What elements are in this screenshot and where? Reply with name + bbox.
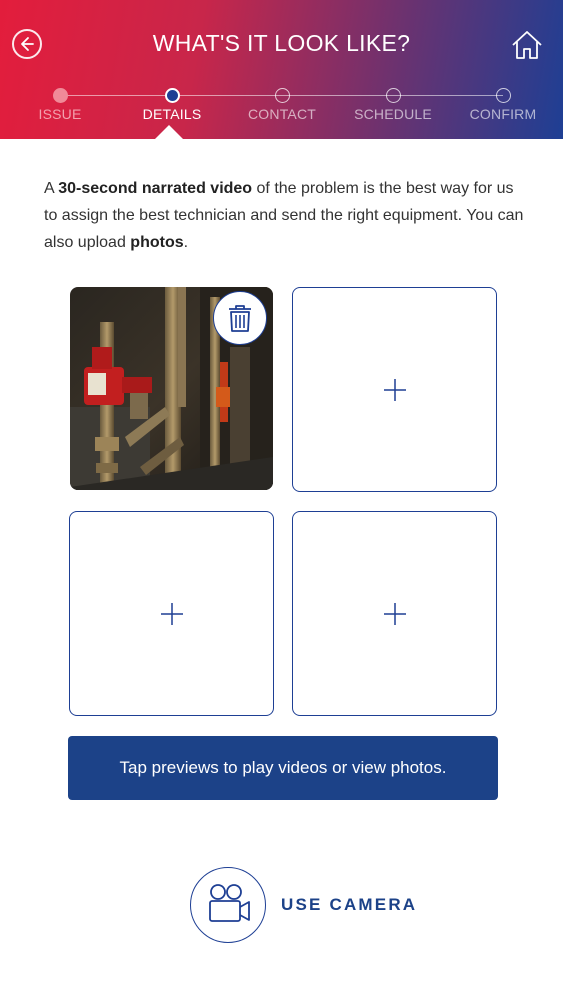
desc-bold-video: 30-second narrated video [58,180,253,197]
add-media-slot[interactable] [292,511,497,716]
step-dot [53,88,68,103]
desc-text: . [183,234,189,251]
progress-stepper [0,88,563,128]
step-dot [165,88,180,103]
use-camera-button[interactable] [190,867,266,943]
active-step-notch [154,125,184,140]
header [0,0,563,139]
step-label: CONFIRM [469,106,537,122]
step-dot [275,88,290,103]
page-title: WHAT'S IT LOOK LIKE? [152,30,411,56]
instructions-text [44,175,524,256]
plus-icon [383,602,407,626]
step-issue[interactable] [0,88,120,122]
desc-text: of the problem is the best way for us to assign the best technician and send the right equipment. You can also upload [44,180,524,251]
add-media-slot[interactable] [69,511,274,716]
tap-previews-button[interactable]: Tap previews to play videos or view photos. [68,736,498,800]
step-schedule[interactable] [333,88,453,122]
step-label: ISSUE [38,106,82,122]
plus-icon [160,602,184,626]
delete-media-button[interactable] [213,291,267,345]
step-details[interactable] [112,88,232,122]
desc-text: A [44,180,59,197]
desc-bold-photos: photos [130,234,184,251]
video-camera-icon [203,880,253,930]
plus-icon [383,378,407,402]
media-preview-photo[interactable] [70,287,273,490]
step-dot [386,88,401,103]
step-dot [496,88,511,103]
trash-icon [227,303,253,333]
step-label: DETAILS [142,106,202,122]
step-label: CONTACT [247,106,317,122]
use-camera-label[interactable]: USE CAMERA [281,895,418,914]
step-contact[interactable] [222,88,342,122]
add-media-slot[interactable] [292,287,497,492]
home-button[interactable] [510,28,544,62]
step-label: SCHEDULE [354,106,432,122]
home-icon [510,28,544,62]
step-confirm[interactable] [443,88,563,122]
